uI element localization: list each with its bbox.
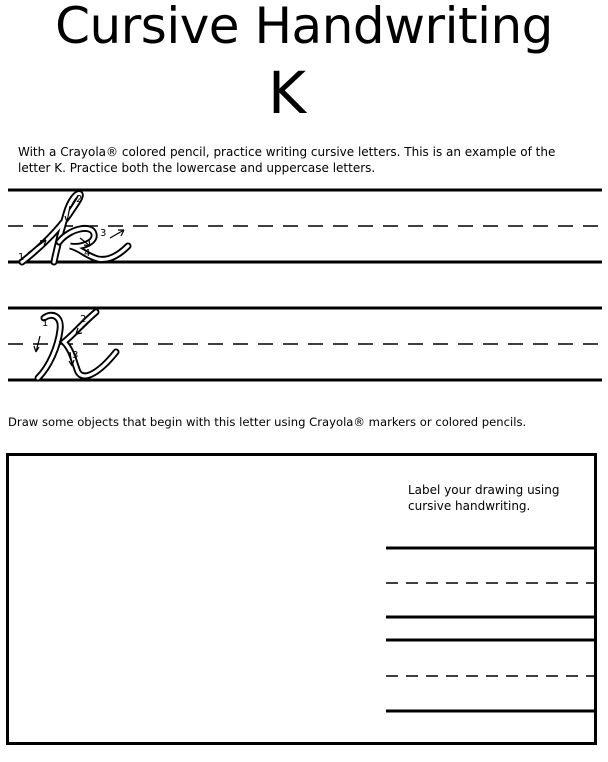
stroke-number-3: 3 — [72, 350, 79, 361]
stroke-number-2: 2 — [76, 194, 83, 205]
stroke-number-1: 1 — [18, 252, 25, 263]
practice-row-lowercase — [8, 190, 602, 263]
label-prompt: Label your drawing using cursive handwriting. — [408, 483, 560, 513]
featured-letter: K — [267, 59, 307, 127]
page-title: Cursive Handwriting — [55, 0, 553, 55]
instructions-text: With a Crayola® colored pencil, practice writing cursive letters. This is an example of the letter K. Practice both the lowercase and uppercase letters. — [18, 145, 556, 175]
stroke-number-4: 4 — [84, 248, 91, 259]
lowercase-k-guide-icon — [22, 194, 128, 262]
stroke-number-2: 2 — [80, 314, 87, 325]
stroke-number-1: 1 — [42, 318, 49, 329]
practice-row-uppercase — [8, 308, 602, 380]
drawing-instructions: Draw some objects that begin with this letter using Crayola® markers or colored pencils. — [8, 415, 527, 429]
stroke-number-3: 3 — [100, 228, 107, 239]
